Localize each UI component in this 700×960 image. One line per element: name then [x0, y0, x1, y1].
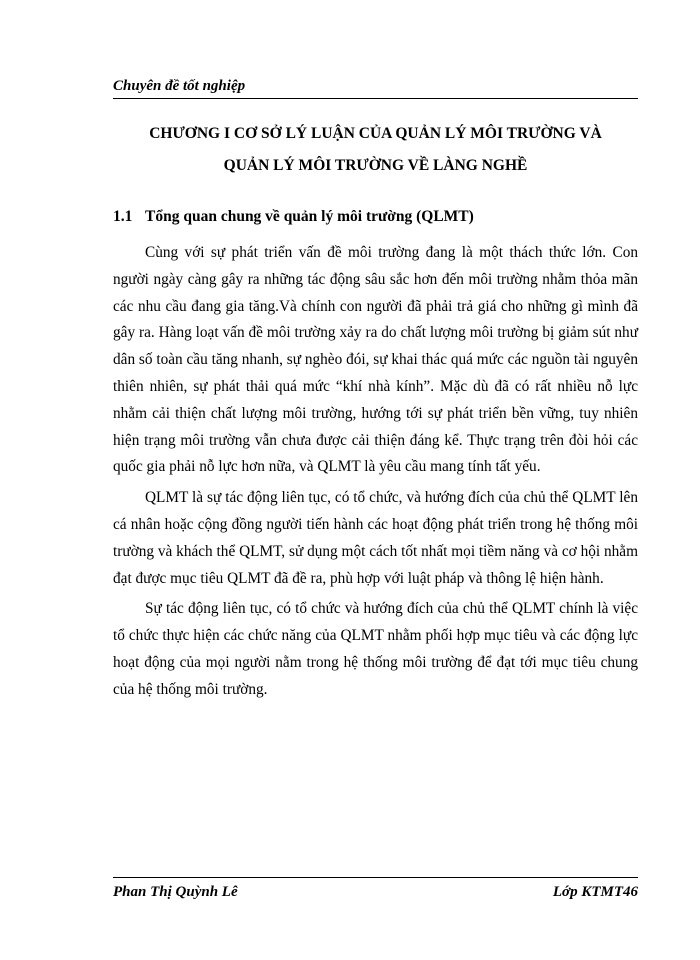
footer-class: Lớp KTMT46: [552, 884, 638, 900]
paragraph-2: QLMT là sự tác động liên tục, có tổ chức, và hướng đích của chủ thể QLMT lên cá nhân hoặc cộng đồng người tiến hành các hoạt động phát triển trong hệ thống môi trường và khách thể QLMT, sử dụng một cách tốt nhất mọi tiềm năng và cơ hội nhằm đạt được mục tiêu QLMT đã đề ra, phù hợp với luật pháp và thông lệ hiện hành.: [113, 489, 638, 587]
section-heading: [113, 208, 474, 226]
chapter-title-line-2: QUẢN LÝ MÔI TRƯỜNG VỀ LÀNG NGHỀ: [223, 157, 528, 174]
body-text: [113, 240, 638, 708]
chapter-title: [113, 118, 638, 182]
footer-divider: [113, 877, 638, 878]
running-header: Chuyên đề tốt nghiệp: [113, 78, 246, 94]
header-divider: [113, 98, 638, 99]
paragraph-3: Sự tác động liên tục, có tổ chức và hướng đích của chủ thể QLMT chính là việc tổ chức thực hiện các chức năng của QLMT nhằm phối hợp mục tiêu và các động lực hoạt động của mọi người nằm trong hệ thống môi trường để đạt tới mục tiêu chung của hệ thống môi trường.: [113, 600, 638, 698]
paragraph-1: Cùng với sự phát triển vấn đề môi trường đang là một thách thức lớn. Con người ngày càng gây ra những tác động sâu sắc hơn đến môi trường nhằm thỏa mãn các nhu cầu đang gia tăng.Và chính con người đã phải trả giá cho những gì mình đã gây ra. Hàng loạt vấn đề môi trường xảy ra do chất lượng môi trường bị giảm sút như dân số toàn cầu tăng nhanh, sự nghèo đói, sự khai thác quá mức các nguồn tài nguyên thiên nhiên, sự phát thải quá mức “khí nhà kính”. Mặc dù đã có rất nhiều nỗ lực nhằm cải thiện chất lượng môi trường, hướng tới sự phát triển bền vững, tuy nhiên hiện trạng môi trường vẫn chưa được cải thiện đáng kể. Thực trạng trên đòi hỏi các quốc gia phải nỗ lực hơn nữa, và QLMT là yêu cầu mang tính tất yếu.: [113, 244, 638, 476]
section-title: Tổng quan chung về quản lý môi trường (QLMT): [145, 208, 474, 225]
footer-author: Phan Thị Quỳnh Lê: [113, 884, 238, 900]
section-number: 1.1: [113, 208, 133, 225]
chapter-title-line-1: CHƯƠNG I CƠ SỞ LÝ LUẬN CỦA QUẢN LÝ MÔI TRƯỜNG VÀ: [149, 125, 602, 142]
